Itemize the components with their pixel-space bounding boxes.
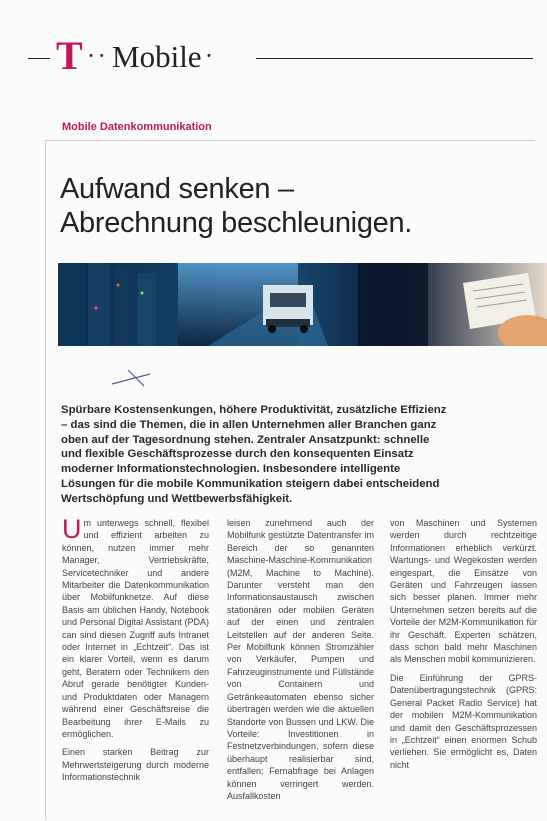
body-column-1 — [62, 514, 209, 790]
logo-tail-dot: · — [204, 41, 214, 70]
hero-image — [58, 263, 547, 346]
header-rule-right — [256, 58, 533, 59]
logo-t-letter: T — [56, 33, 83, 78]
hero-illustration — [58, 263, 547, 346]
col2-paragraph-1: leisen zunehmend auch der Mobilfunk gestützte Datentransfer im Bereich der so genannten Maschine-Maschine-Kommunikation (M2M, Machine to Machine). Darunter versteht man den Informationsaustausch zwischen stationären oder mobilen Geräten auf der einen und zentralen Leitstellen auf der anderen Seite. Per Mobilfunk können Stromzähler von Verkäufer, Pumpen und Fahrzeuginstrumente und Füllstände von Containern und Getränkeautomaten ebenso sicher übertragen werden wie die aktuellen Standorte von Bussen und LKW. Die Vorteile: Investitionen in Festnetzverbindungen, sofern diese überhaupt realisierbar sind, entfallen; Fernabfrage bei Anlagen können verringert werden. Ausfallkosten — [227, 518, 374, 801]
headline — [60, 172, 530, 240]
col1-paragraph-1-text: m unterwegs schnell, flexibel und effizient arbeiten zu können, nutzen immer mehr Manager, Vertriebskräfte, Servicetechniker und andere Mitarbeiter die Datenkommunikation über Mobilfunknetze. Auf diese Basis am üblichen Handy, Notebook und Personal Digital Assistant (PDA) can sind diesen Zugriff aufs Intranet oder Internet in „Echtzeit“. Das ist ein klarer Vorteil, wenn es darum geht, Beratern oder Technikern den Abruf gerade benötigter Kunden- und Produktdaten oder Managern während einer Geschäftsreise die Bearbeitung ihrer E-Mails zu ermöglichen. — [62, 518, 209, 739]
drop-cap: U — [62, 514, 82, 544]
frame-top-line — [45, 140, 535, 141]
col3-paragraph-1: von Maschinen und Systemen werden durch rechtzeitige Informationen erheblich verkürzt. Wartungs- und Wegekosten werden eingespart, die Einsätze von Geräten und Fahrzeugen lassen sich besser planen. Immer mehr Unternehmen setzen bereits auf die Vorteile der M2M-Kommunikation für ihr Geschäft. Experten schätzen, dass schon bald mehr Maschinen als Menschen mobil kommunizieren. — [390, 518, 537, 665]
header-rule-left — [28, 58, 50, 59]
body-column-3 — [390, 517, 537, 777]
frame-left-line — [45, 140, 46, 820]
body-column-2 — [227, 517, 374, 808]
pen-scribble-mark — [110, 366, 160, 390]
intro-paragraph: Spürbare Kostensenkungen, höhere Produktivität, zusätzliche Effizienz – das sind die Themen, die in allen Unternehmen aller Branchen ganz oben auf der Tagesordnung stehen. Zentraler Ansatzpunkt: schnelle und flexible Geschäftsprozesse durch den konsequenten Einsatz moderner Informationstechnologien. Insbesondere intelligente Lösungen für die mobile Kommunikation steigern dabei entscheidend Wertschöpfung und Wettbewerbsfähigkeit. — [61, 404, 447, 505]
logo-dots: ·· — [86, 41, 109, 70]
col1-paragraph-2: Einen starken Beitrag zur Mehrwertsteigerung durch moderne Informationstechnik — [62, 747, 209, 783]
col3-paragraph-2: Die Einführung der GPRS-Datenübertragungstechnik (GPRS: General Packet Radio Service) hat der mobilen M2M-Kommunikation und damit den Geschäftsprozessen in „Echtzeit“ einen enormen Schub verliehen. Sie ermöglicht es, Daten nicht — [390, 672, 537, 770]
headline-line-2: Abrechnung beschleunigen. — [60, 207, 413, 239]
col1-paragraph-1 — [62, 514, 209, 740]
t-mobile-logo — [56, 33, 214, 78]
headline-line-1: Aufwand senken – — [60, 173, 294, 205]
section-label: Mobile Datenkommunikation — [62, 121, 212, 133]
logo-wordmark: Mobile — [112, 38, 202, 74]
